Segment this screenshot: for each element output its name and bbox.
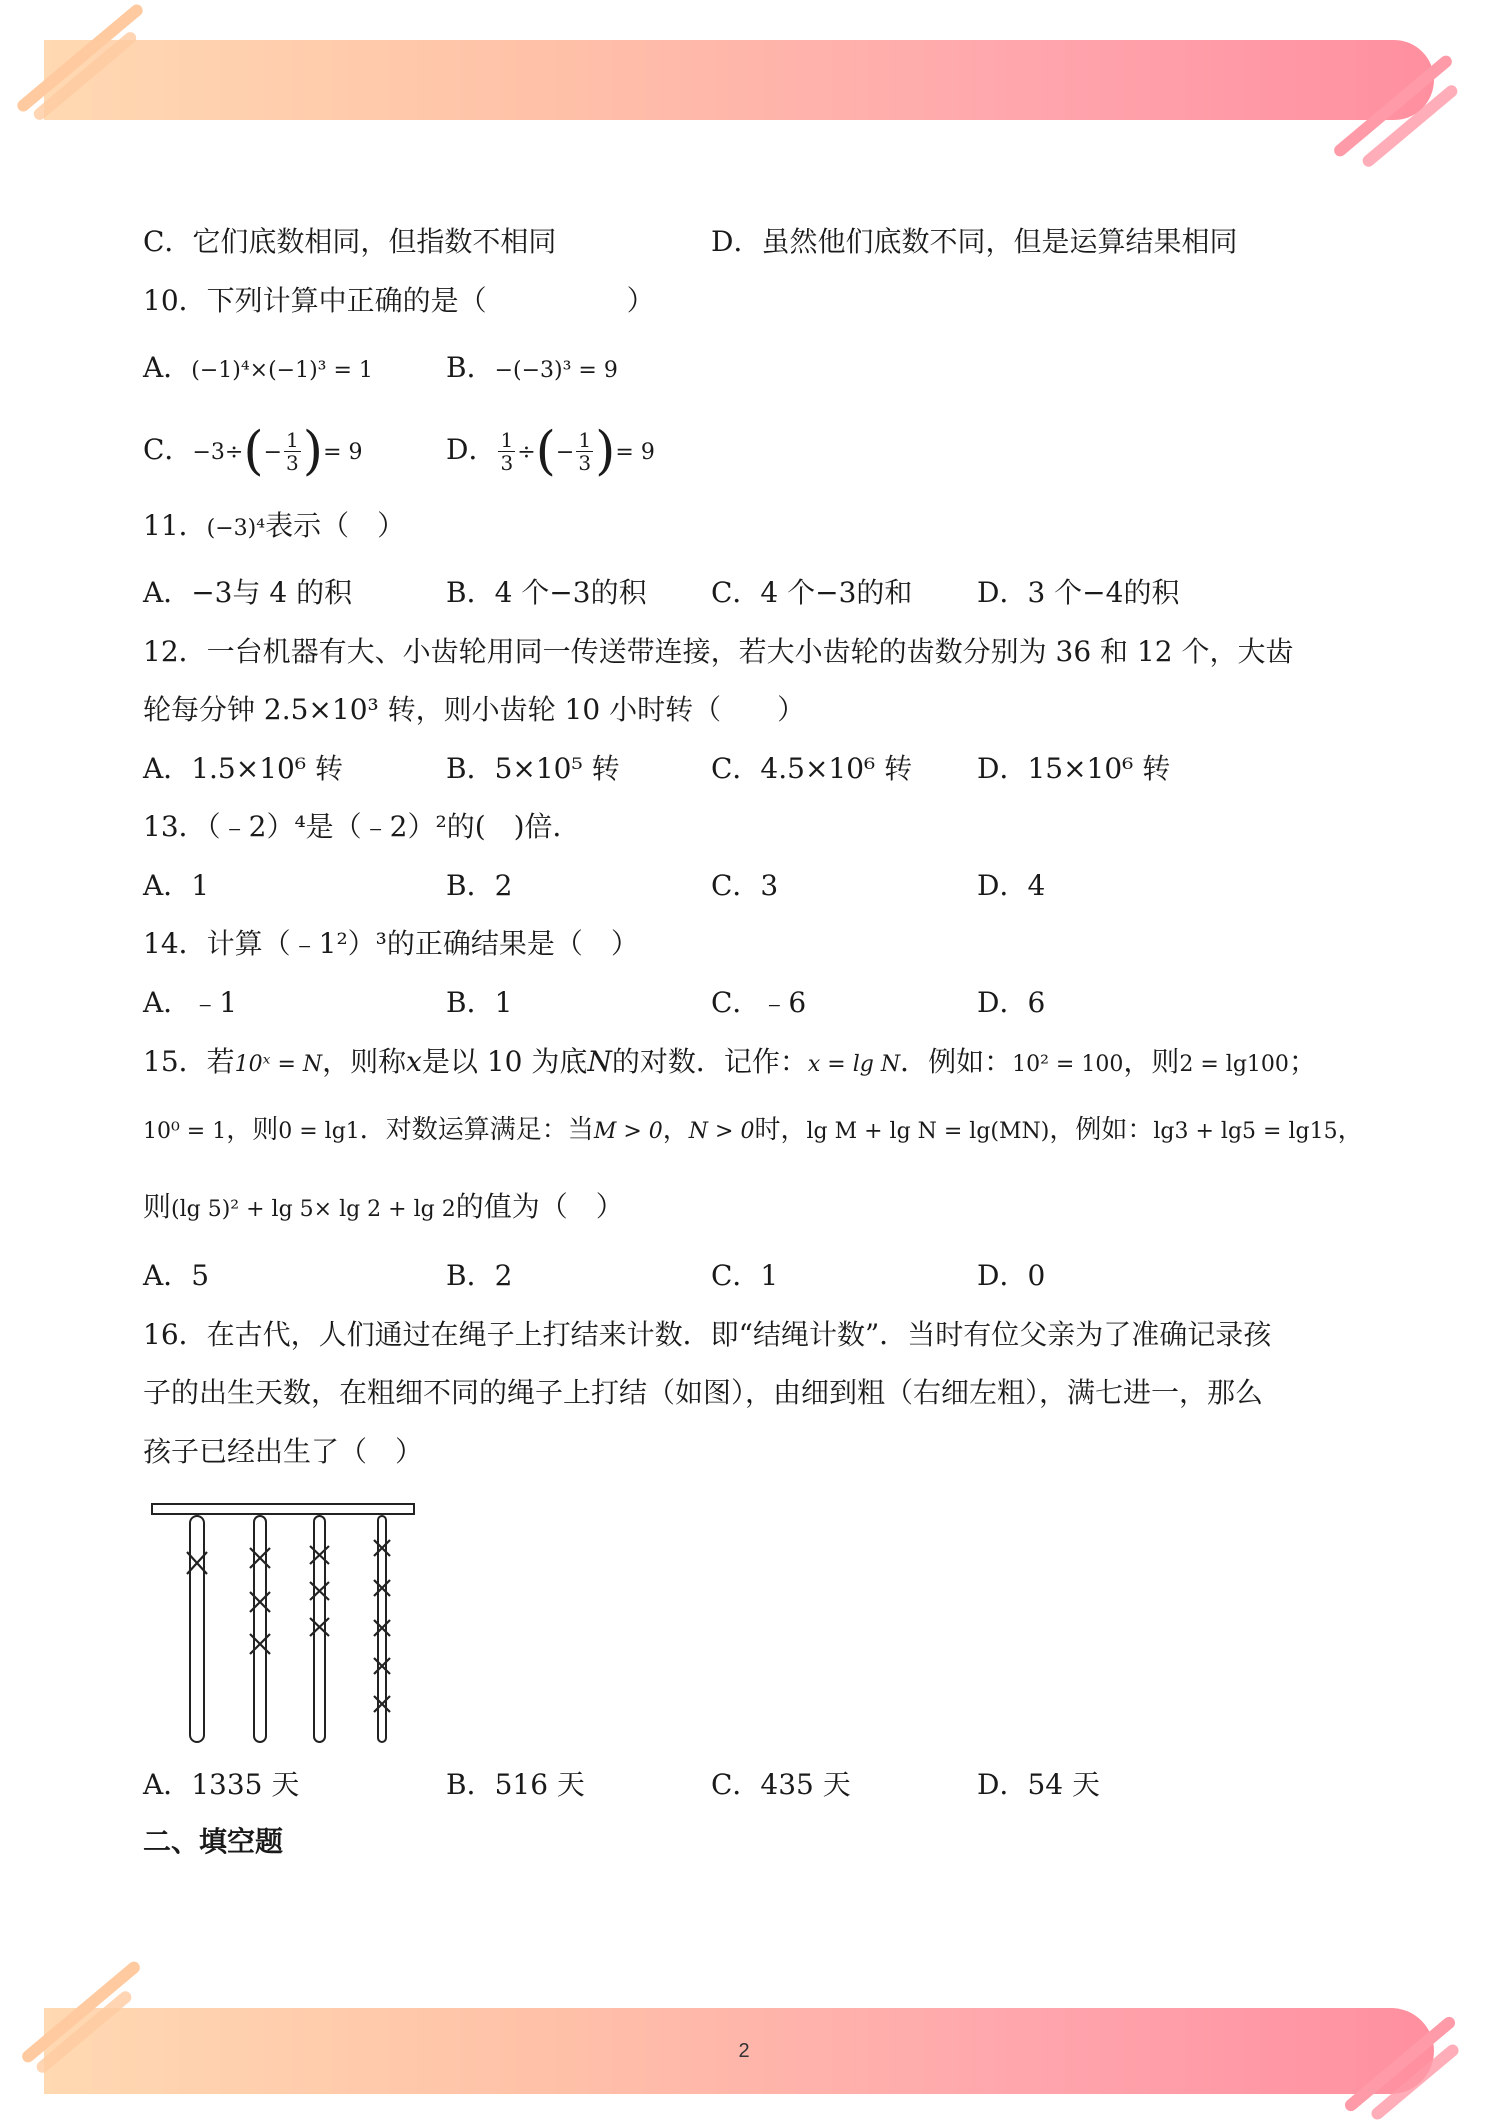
q15-option-d: D．0 xyxy=(977,1259,1046,1292)
q12-option-c: C．4.5×10⁶ 转 xyxy=(711,752,913,785)
q15-option-b: B．2 xyxy=(446,1259,513,1292)
q16-stem-line2: 子的出生天数，在粗细不同的绳子上打结（如图），由细到粗（右细左粗），满七进一，那么 xyxy=(143,1376,1264,1409)
q12-option-a: A．1.5×10⁶ 转 xyxy=(143,752,343,785)
q15-stem-line2: 10⁰ = 1，则0 = lg1．对数运算满足：当M > 0，N > 0时，lg M + lg N = lg(MN)，例如：lg3 + lg5 = lg15， xyxy=(143,1115,1364,1145)
q15-stem-line1: 15．若10ˣ = N，则称x是以 10 为底N的对数．记作：x = lg N．例如：10² = 100，则2 = lg100； xyxy=(143,1045,1317,1078)
section-title-fill-in: 二、填空题 xyxy=(143,1825,284,1858)
q12-option-d: D．15×10⁶ 转 xyxy=(977,752,1171,785)
q15-option-c: C．1 xyxy=(711,1259,779,1292)
q16-option-d: D．54 天 xyxy=(977,1768,1100,1801)
q16-option-c: C．435 天 xyxy=(711,1768,851,1801)
q10-option-a-expr: (−1)⁴×(−1)³ = 1 xyxy=(191,358,373,383)
q11-option-d: D．3 个−4的积 xyxy=(977,576,1180,609)
q14-option-d: D．6 xyxy=(977,986,1046,1019)
q11-option-c: C．4 个−3的和 xyxy=(711,576,913,609)
q14-option-b: B．1 xyxy=(446,986,513,1019)
rope-1 xyxy=(190,1516,204,1742)
q11-stem: 11．(−3)⁴表示（ ） xyxy=(143,509,406,542)
q10-option-b: B．−(−3)³ = 9 xyxy=(446,351,618,384)
q13-option-a: A．1 xyxy=(143,869,210,902)
q13-stem: 13．（﹣2）⁴是（﹣2）²的( )倍． xyxy=(143,810,581,843)
header-decoration-band xyxy=(44,40,1434,120)
q11-option-b: B．4 个−3的积 xyxy=(446,576,647,609)
rope-bar xyxy=(152,1504,414,1514)
q12-option-b: B．5×10⁵ 转 xyxy=(446,752,620,785)
q12-stem-line1: 12．一台机器有大、小齿轮用同一传送带连接，若大小齿轮的齿数分别为 36 和 12 个，大齿 xyxy=(143,635,1294,668)
q10-option-c: C．−3÷(− $\frac{1}{3}$ )= 9 xyxy=(143,421,363,482)
q15-stem-line3: 则(lg 5)² + lg 5× lg 2 + lg 2的值为（ ） xyxy=(143,1190,624,1223)
q10-option-b-expr: −(−3)³ = 9 xyxy=(494,358,618,383)
q11-option-a: A．−3与 4 的积 xyxy=(143,576,353,609)
knot-rope-figure xyxy=(150,1500,420,1750)
q15-option-a: A．5 xyxy=(143,1259,210,1292)
q10-d-fraction-1: $\frac{1}{3}$ xyxy=(500,428,514,475)
q13-option-d: D．4 xyxy=(977,869,1046,902)
q16-stem-line3: 孩子已经出生了（ ） xyxy=(143,1435,424,1468)
q14-option-a: A．﹣1 xyxy=(143,986,238,1019)
q13-option-b: B．2 xyxy=(446,869,513,902)
q11-expr: (−3)⁴ xyxy=(206,516,266,541)
q16-option-a: A．1335 天 xyxy=(143,1768,300,1801)
q16-stem-line1: 16．在古代，人们通过在绳子上打结来计数．即“结绳计数”．当时有位父亲为了准确记录孩 xyxy=(143,1318,1272,1351)
q14-stem: 14．计算（﹣1²）³的正确结果是（ ） xyxy=(143,927,639,960)
q10-d-fraction-2: $\frac{1}{3}$ xyxy=(578,428,592,475)
q12-stem-line2: 轮每分钟 2.5×10³ 转，则小齿轮 10 小时转（ ） xyxy=(143,693,806,726)
rope-2 xyxy=(254,1516,266,1742)
q10-option-a: A．(−1)⁴×(−1)³ = 1 xyxy=(143,351,373,384)
page-number: 2 xyxy=(738,2040,750,2062)
q9-option-d: D．虽然他们底数不同，但是运算结果相同 xyxy=(711,225,1238,258)
q10-c-fraction: $\frac{1}{3}$ xyxy=(286,428,299,475)
q13-option-c: C．3 xyxy=(711,869,779,902)
q16-option-b: B．516 天 xyxy=(446,1768,585,1801)
q9-option-c: C．它们底数相同，但指数不相同 xyxy=(143,225,557,258)
q14-option-c: C．﹣6 xyxy=(711,986,807,1019)
q10-option-d: D． $\frac{1}{3}$ ÷(− $\frac{1}{3}$ )= 9 xyxy=(446,421,655,482)
q10-stem: 10．下列计算中正确的是（ ） xyxy=(143,284,655,317)
